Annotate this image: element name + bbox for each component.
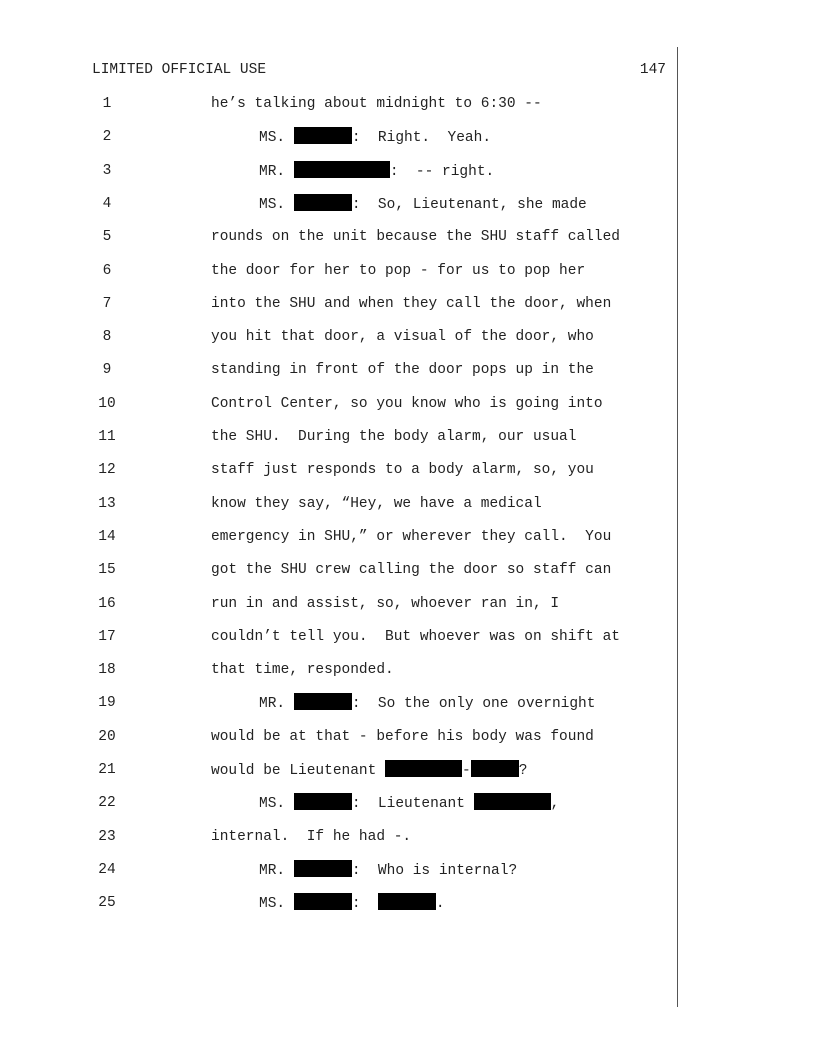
text-segment: : So the only one overnight <box>351 696 596 713</box>
text-segment: into the SHU and when they call the door, when <box>211 295 612 312</box>
line-number: 1 <box>102 96 112 112</box>
text-segment: would be Lieutenant <box>211 763 386 779</box>
transcript-line <box>0 594 678 618</box>
transcript-line <box>0 327 678 351</box>
line-number: 10 <box>98 395 116 412</box>
redaction-box <box>294 860 352 877</box>
transcript-line <box>0 560 678 584</box>
line-text <box>211 660 394 680</box>
line-text <box>211 760 527 781</box>
text-segment: run in and assist, so, whoever ran in, I <box>211 595 560 612</box>
text-segment: MS. <box>259 130 294 147</box>
redaction-box <box>294 127 352 144</box>
text-segment: couldn’t tell you. But whoever was on shift at <box>211 628 620 645</box>
transcript-line <box>0 860 678 884</box>
line-number: 15 <box>98 562 116 579</box>
line-text <box>259 793 559 814</box>
line-number: 20 <box>98 728 116 745</box>
line-number: 11 <box>98 429 116 445</box>
line-text <box>211 727 594 747</box>
text-segment: staff just responds to a body alarm, so, you <box>211 462 594 479</box>
text-segment: : Lieutenant <box>351 796 474 813</box>
line-text <box>211 360 594 380</box>
text-segment: you hit that door, a visual of the door, who <box>211 329 594 346</box>
line-number: 16 <box>98 595 116 612</box>
text-segment: Control Center, so you know who is going into <box>211 395 603 412</box>
line-text <box>211 494 542 514</box>
redaction-box <box>294 194 352 211</box>
text-segment: MR. <box>259 862 294 879</box>
text-segment: MS. <box>259 196 294 213</box>
line-text <box>211 427 576 447</box>
text-segment: got the SHU crew calling the door so staff can <box>211 562 612 579</box>
line-text <box>211 827 411 847</box>
text-segment: - <box>462 763 471 779</box>
redaction-box <box>294 793 352 810</box>
text-segment: MS. <box>259 796 294 813</box>
text-segment: : Right. Yeah. <box>351 130 492 147</box>
line-number: 17 <box>98 628 116 645</box>
text-segment: MR. <box>259 163 294 180</box>
transcript-line <box>0 460 678 484</box>
line-number: 4 <box>102 195 112 212</box>
text-segment: emergency in SHU,” or wherever they call. You <box>211 528 612 545</box>
line-number: 6 <box>102 262 112 279</box>
text-segment: the SHU. During the body alarm, our usual <box>211 429 577 445</box>
transcript-line <box>0 727 678 751</box>
text-segment: . <box>435 896 445 913</box>
redaction-box <box>474 793 551 810</box>
transcript-line <box>0 760 678 784</box>
line-text <box>259 127 491 148</box>
transcript-line <box>0 394 678 418</box>
line-number: 24 <box>98 861 116 878</box>
line-text <box>211 394 603 414</box>
line-number: 5 <box>102 229 112 246</box>
text-segment: : -- right. <box>389 163 495 180</box>
line-text <box>211 627 620 647</box>
header-classification: LIMITED OFFICIAL USE <box>92 62 267 78</box>
line-text <box>211 261 585 281</box>
redaction-box <box>378 893 436 910</box>
transcript-line <box>0 494 678 518</box>
line-text <box>211 594 559 614</box>
line-number: 21 <box>98 762 116 778</box>
text-segment: the door for her to pop - for us to pop her <box>211 262 586 279</box>
line-text <box>211 527 611 547</box>
redaction-box <box>294 693 352 710</box>
redaction-box <box>294 893 352 910</box>
line-text <box>211 460 594 480</box>
text-segment: : So, Lieutenant, she made <box>351 196 587 213</box>
line-number: 12 <box>98 462 116 479</box>
transcript-line <box>0 527 678 551</box>
transcript-line <box>0 627 678 651</box>
line-number: 18 <box>98 662 116 679</box>
line-text <box>259 860 517 881</box>
line-text <box>259 893 445 914</box>
line-text <box>211 560 611 580</box>
transcript-line <box>0 127 678 151</box>
transcript-line <box>0 194 678 218</box>
text-segment: would be at that - before his body was found <box>211 728 594 745</box>
line-text <box>211 227 620 247</box>
redaction-box <box>471 760 519 777</box>
transcript-line <box>0 893 678 917</box>
line-text <box>259 693 595 714</box>
line-number: 3 <box>102 162 112 179</box>
transcript-line <box>0 793 678 817</box>
transcript-line <box>0 261 678 285</box>
transcript-line <box>0 94 678 118</box>
transcript-line <box>0 161 678 185</box>
transcript-line <box>0 294 678 318</box>
transcript-line <box>0 227 678 251</box>
text-segment: standing in front of the door pops up in the <box>211 362 594 379</box>
transcript-line <box>0 427 678 451</box>
text-segment: he’s talking about midnight to 6:30 -- <box>211 96 542 112</box>
line-text <box>211 94 542 114</box>
line-text <box>211 327 594 347</box>
transcript-line <box>0 827 678 851</box>
line-text <box>259 194 587 215</box>
line-number: 14 <box>98 528 116 545</box>
line-number: 7 <box>102 295 112 312</box>
text-segment: MS. <box>259 896 294 913</box>
redaction-box <box>385 760 462 777</box>
line-number: 22 <box>98 795 116 812</box>
redaction-box <box>294 161 390 178</box>
line-number: 8 <box>102 329 112 346</box>
transcript-line <box>0 660 678 684</box>
text-segment: MR. <box>259 696 294 713</box>
text-segment: know they say, “Hey, we have a medical <box>211 495 542 512</box>
text-segment: : Who is internal? <box>351 862 518 879</box>
text-segment: internal. If he had -. <box>211 828 412 845</box>
line-text <box>259 161 494 182</box>
line-number: 13 <box>98 495 116 512</box>
text-segment: , <box>550 796 560 813</box>
text-segment: : <box>351 896 378 913</box>
transcript-line <box>0 693 678 717</box>
line-text <box>211 294 611 314</box>
line-number: 2 <box>102 129 112 146</box>
page-number: 147 <box>639 62 666 78</box>
transcript-line <box>0 360 678 384</box>
line-number: 9 <box>102 362 112 379</box>
line-number: 23 <box>98 828 116 845</box>
text-segment: ? <box>518 763 528 779</box>
text-segment: rounds on the unit because the SHU staff called <box>211 229 620 246</box>
line-number: 19 <box>98 695 116 712</box>
text-segment: that time, responded. <box>211 662 394 679</box>
line-number: 25 <box>98 895 116 912</box>
